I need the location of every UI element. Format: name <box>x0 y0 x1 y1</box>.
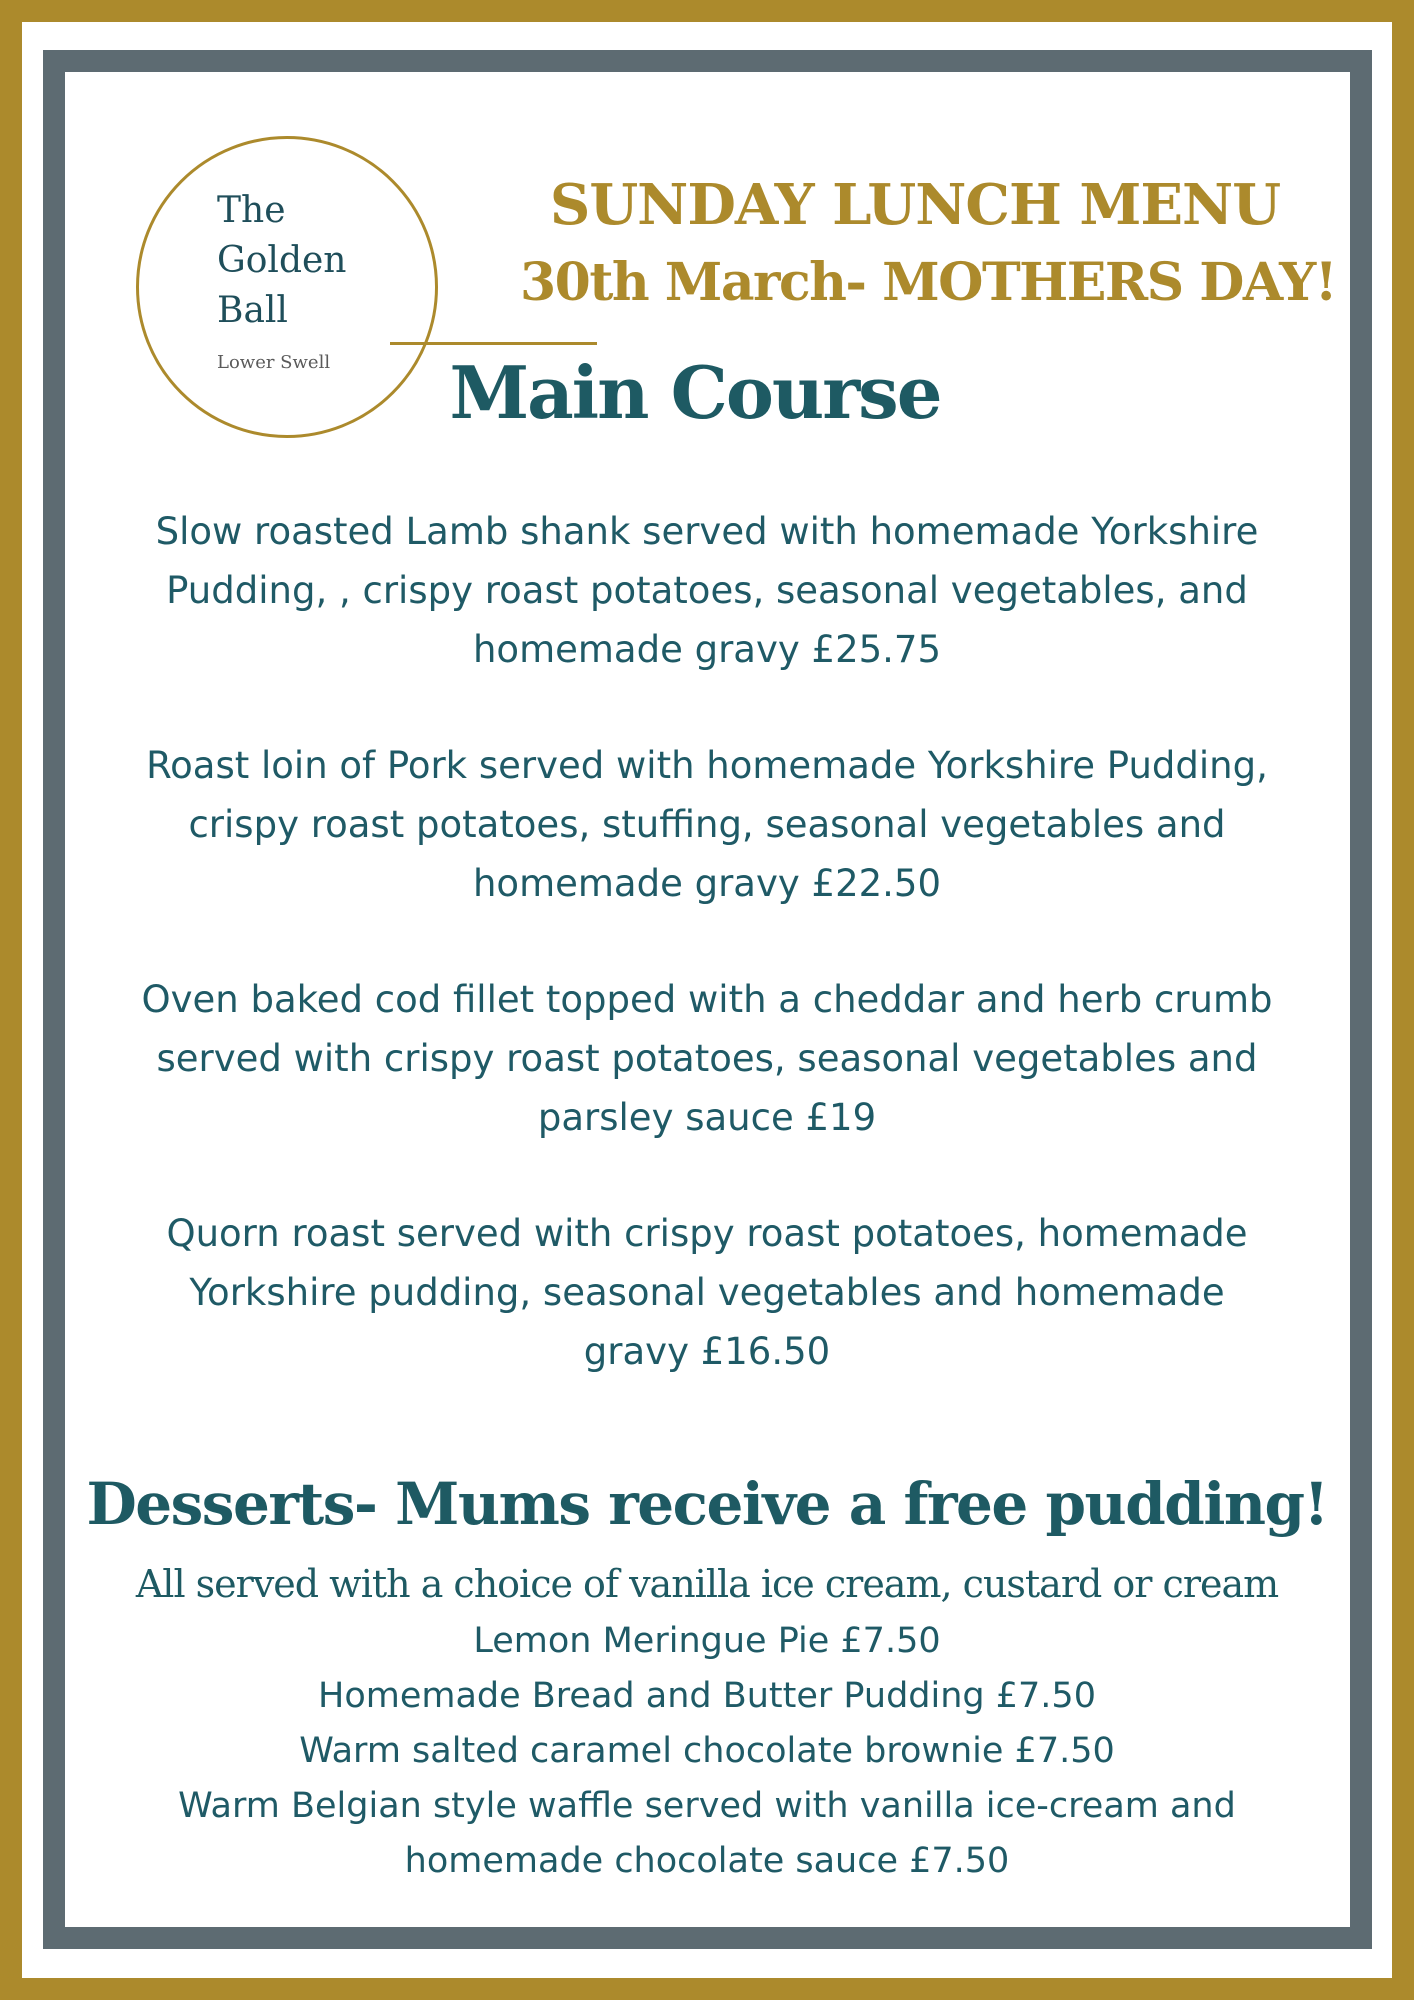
menu-item-line: Oven baked cod fillet topped with a cheddar and herb crumb <box>141 978 1273 1021</box>
desserts-note: All served with a choice of vanilla ice cream, custard or cream <box>135 1562 1279 1606</box>
menu-item-line: crispy roast potatoes, stuffing, seasonal vegetables and <box>188 803 1226 846</box>
menu-item-line: served with crispy roast potatoes, seasonal vegetables and <box>156 1037 1258 1080</box>
menu-title: SUNDAY LUNCH MENU <box>549 172 1281 238</box>
menu-item <box>70 736 1344 913</box>
desserts-list <box>70 1614 1344 1889</box>
menu-item <box>70 502 1344 679</box>
logo-name-line: Ball <box>217 290 288 331</box>
dessert-line: Warm Belgian style waffle served with vanilla ice-cream and <box>178 1786 1236 1826</box>
main-course-list <box>70 502 1344 1438</box>
logo-name-line: Golden <box>217 240 347 281</box>
menu-item-line: gravy £16.50 <box>583 1330 831 1373</box>
dessert-line: Warm salted caramel chocolate brownie £7.50 <box>299 1731 1115 1771</box>
menu-item <box>70 970 1344 1147</box>
logo-name <box>217 186 397 336</box>
main-course-heading: Main Course <box>449 350 941 435</box>
menu-item-line: homemade gravy £22.50 <box>472 862 941 905</box>
dessert-line: homemade chocolate sauce £7.50 <box>404 1841 1010 1881</box>
menu-item-line: Pudding, , crispy roast potatoes, seasonal vegetables, and <box>166 569 1248 612</box>
menu-item <box>70 1204 1344 1381</box>
dessert-line: Lemon Meringue Pie £7.50 <box>473 1621 941 1661</box>
menu-item-line: Yorkshire pudding, seasonal vegetables and homemade <box>189 1271 1225 1314</box>
logo-underline <box>390 342 597 345</box>
menu-item-line: Slow roasted Lamb shank served with homemade Yorkshire <box>155 510 1259 553</box>
menu-item-line: homemade gravy £25.75 <box>472 628 941 671</box>
dessert-line: Homemade Bread and Butter Pudding £7.50 <box>318 1676 1096 1716</box>
menu-item-line: parsley sauce £19 <box>537 1096 877 1139</box>
logo-name-line: The <box>217 190 286 231</box>
logo-location: Lower Swell <box>217 352 331 373</box>
menu-subtitle: 30th March- MOTHERS DAY! <box>520 252 1337 313</box>
desserts-heading: Desserts- Mums receive a free pudding! <box>86 1470 1328 1538</box>
menu-item-line: Quorn roast served with crispy roast potatoes, homemade <box>166 1212 1248 1255</box>
menu-item-line: Roast loin of Pork served with homemade Yorkshire Pudding, <box>146 744 1268 787</box>
